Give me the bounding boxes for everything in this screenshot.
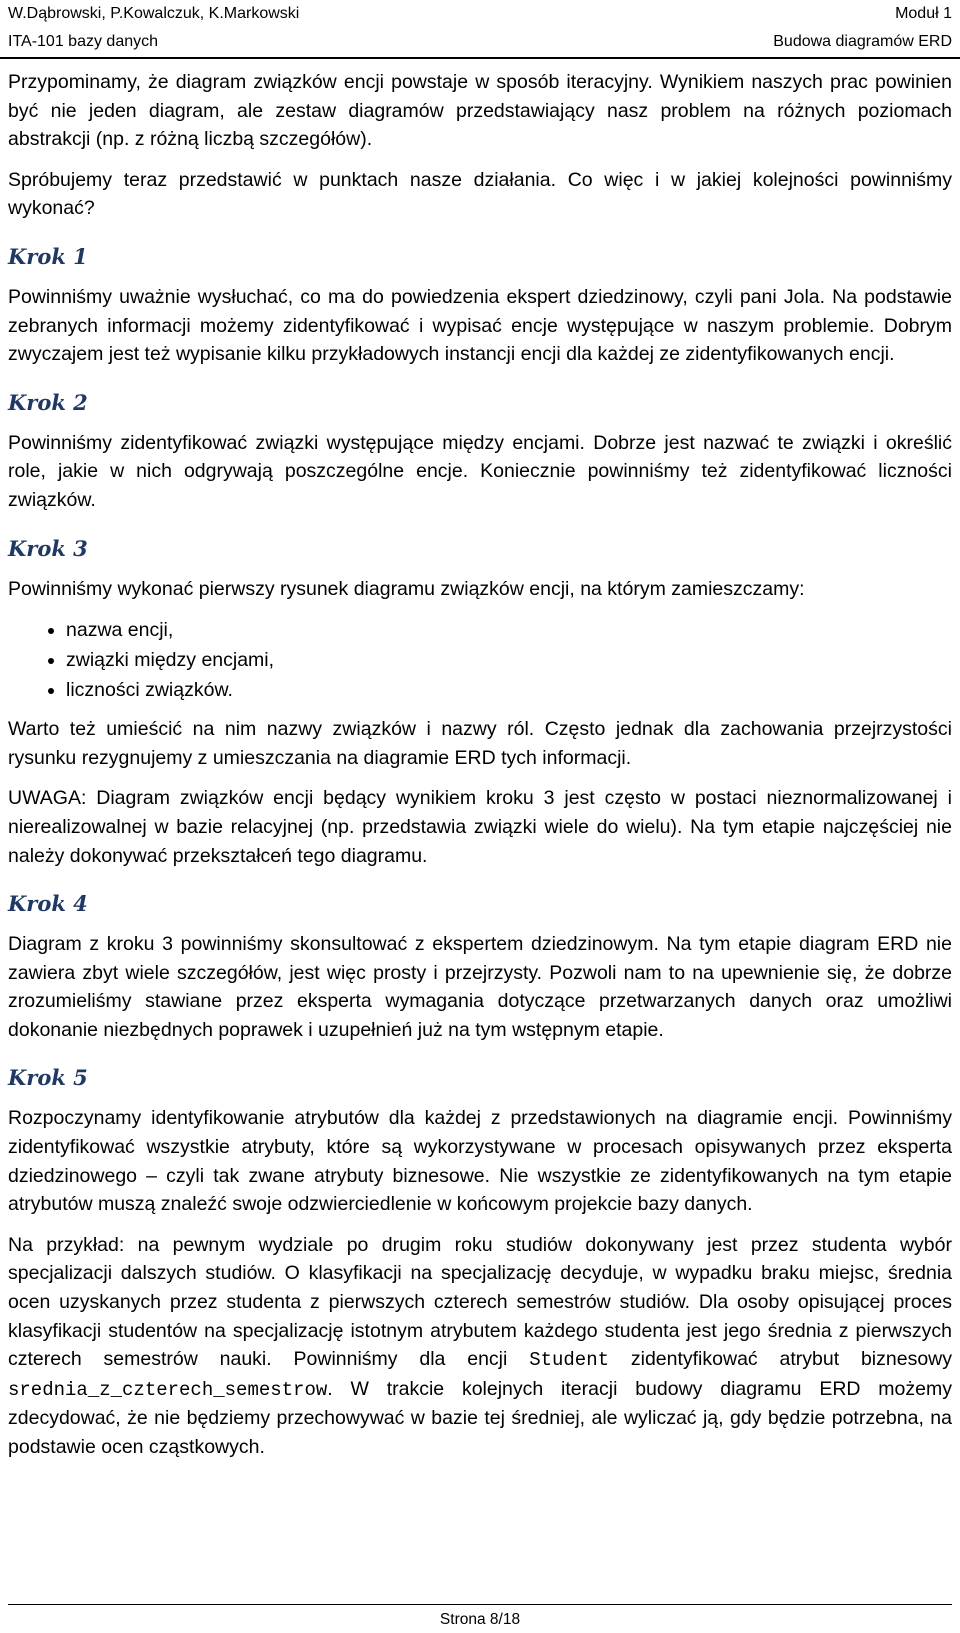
header-divider (0, 57, 960, 59)
example-text-part-1: Na przykład: na pewnym wydziale po drugim roku studiów dokonywany jest przez studenta wybór specjalizacji dalszych studiów. O klasyfikacji na specjalizację decyduje, w wypadku braku miejsc, średnia ocen uzyskanych przez studenta z pierwszych czterech semestrów studiów. Dla osoby opisującej proces klasyfikacji studentów na specjalizację istotnym atrybutem każdego studenta jest jego średnia z pierwszych czterech semestrów nauki. Powinniśmy dla encji (8, 1233, 952, 1371)
header-module: Moduł 1 (895, 5, 952, 22)
page-number: Strona 8/18 (439, 1611, 521, 1628)
krok2-paragraph: Powinniśmy zidentyfikować związki występujące między encjami. Dobrze jest nazwać te związki i określić role, jakie w nich odgrywają poszczególne encje. Koniecznie powinniśmy też zidentyfikować liczności związków. (8, 431, 952, 511)
intro-paragraph-2: Spróbujemy teraz przedstawić w punktach nasze działania. Co więc i w jakiej kolejności powinniśmy wykonać? (8, 168, 952, 220)
krok4-heading: Krok 4 (8, 891, 88, 917)
header-course: ITA-101 bazy danych (8, 33, 159, 50)
krok5-example-paragraph (8, 1231, 952, 1462)
page-footer (8, 1604, 952, 1629)
krok3-warning-paragraph: UWAGA: Diagram związków encji będący wynikiem kroku 3 jest często w postaci nieznormalizowanej i nierealizowalnej w bazie relacyjnej (np. przedstawia związki wiele do wielu). Na tym etapie najczęściej nie należy dokonywać przekształceń tego diagramu. (8, 787, 952, 867)
krok5-heading: Krok 5 (8, 1065, 88, 1091)
code-attribute-name: srednia_z_czterech_semestrow (8, 1378, 328, 1401)
header-topic: Budowa diagramów ERD (773, 33, 952, 50)
krok1-heading: Krok 1 (8, 243, 88, 269)
intro-paragraph-1: Przypominamy, że diagram związków encji powstaje w sposób iteracyjny. Wynikiem naszych prac powinien być nie jeden diagram, ale zestaw diagramów przedstawiający nasz problem na różnych poziomach abstrakcji (np. z różną liczbą szczegółów). (8, 71, 952, 151)
krok3-paragraph-2: Warto też umieścić na nim nazwy związków i nazwy ról. Często jednak dla zachowania przejrzystości rysunku rezygnujemy z umieszczania na diagramie ERD tych informacji. (8, 718, 952, 769)
list-item: • związki między encjami, (66, 645, 952, 675)
krok2-heading: Krok 2 (8, 389, 88, 415)
krok1-paragraph: Powinniśmy uważnie wysłuchać, co ma do powiedzenia ekspert dziedzinowy, czyli pani Jola. Na podstawie zebranych informacji możemy zidentyfikować i wypisać encje występujące w naszym problemie. Dobrym zwyczajem jest też wypisanie kilku przykładowych instancji encji dla każdej ze zidentyfikowanych encji. (8, 285, 952, 366)
header-authors: W.Dąbrowski, P.Kowalczuk, K.Markowski (8, 5, 300, 22)
document-body (8, 68, 952, 1474)
example-text-part-2: zidentyfikować atrybut biznesowy (630, 1348, 952, 1371)
page-header (8, 0, 952, 56)
example-text-part-3: . W trakcie kolejnych iteracji budowy diagramu ERD możemy zdecydować, że nie będziemy przechowywać w bazie tej średniej, ale wyliczać ją, gdy będzie potrzebna, na podstawie ocen cząstkowych. (8, 1377, 952, 1458)
krok3-paragraph-1: Powinniśmy wykonać pierwszy rysunek diagramu związków encji, na którym zamieszczamy: (8, 577, 805, 600)
header-row-1 (8, 0, 952, 28)
krok3-bullet-list (8, 615, 952, 705)
krok3-heading: Krok 3 (8, 535, 88, 561)
header-row-2 (8, 28, 952, 56)
krok5-paragraph-1: Rozpoczynamy identyfikowanie atrybutów dla każdej z przedstawionych na diagramie encji. Powinniśmy zidentyfikować wszystkie atrybuty, które są wykorzystywane w procesach opisywanych przez eksperta dziedzinowego – czyli tak zwane atrybuty biznesowe. Nie wszystkie ze zidentyfikowanych na tym etapie atrybutów muszą znaleźć swoje odzwierciedlenie w końcowym projekcie bazy danych. (8, 1107, 952, 1216)
list-item: • nazwa encji, (66, 615, 952, 645)
krok4-paragraph: Diagram z kroku 3 powinniśmy skonsultować z ekspertem dziedzinowym. Na tym etapie diagram ERD nie zawiera zbyt wiele szczegółów, jest więc prosty i przejrzysty. Pozwoli nam to na upewnienie się, że dobrze zrozumieliśmy stawiane przez eksperta wymagania dotyczące przetwarzanych danych oraz umożliwi dokonanie niezbędnych poprawek i uzupełnień już na tym wstępnym etapie. (8, 933, 952, 1041)
code-entity-name: Student (529, 1349, 610, 1372)
list-item: • liczności związków. (66, 675, 952, 705)
